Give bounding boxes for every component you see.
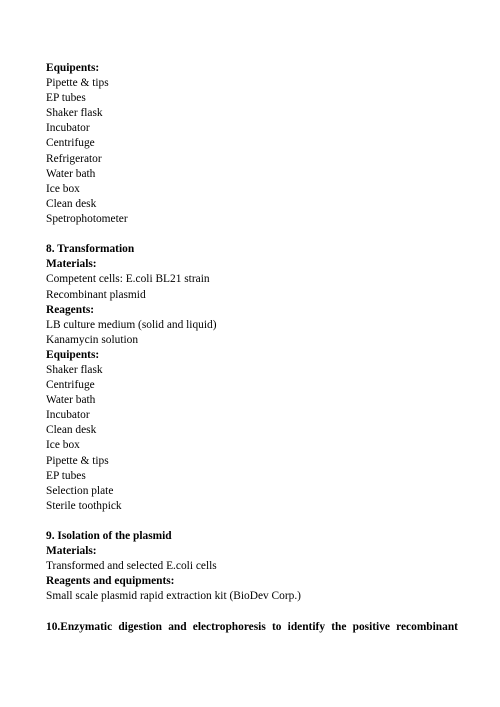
list-item: Centrifuge [46,137,95,150]
list-item: Clean desk [46,424,97,437]
heading-word: to [271,620,282,633]
section-title-plasmid-isolation: 9. Isolation of the plasmid [46,530,172,543]
heading-word: 10.Enzymatic [46,620,113,633]
heading-word: digestion [118,620,162,633]
document-page [46,61,458,635]
list-item: Transformed and selected E.coli cells [46,560,217,573]
list-item: Water bath [46,167,96,180]
section-spacer [46,227,458,242]
list-item: Clean desk [46,197,97,210]
list-item: Small scale plasmid rapid extraction kit (BioDev Corp.) [46,590,301,603]
list-item: Pipette & tips [46,77,109,90]
list-item: Ice box [46,182,80,195]
section-spacer [46,605,458,620]
list-item: Ice box [46,439,80,452]
equipments-heading: Equipents: [46,348,100,361]
list-item: Incubator [46,409,90,422]
section-title-enzymatic-digestion [46,620,458,635]
list-item: LB culture medium (solid and liquid) [46,318,217,331]
list-item: Shaker flask [46,107,103,120]
section-title-transformation: 8. Transformation [46,243,135,256]
heading-word: identify [287,620,326,633]
list-item: Incubator [46,122,90,135]
list-item: EP tubes [46,469,86,482]
materials-heading: Materials: [46,258,97,271]
heading-word: the [331,620,347,633]
list-item: Recombinant plasmid [46,288,146,301]
list-item: Kanamycin solution [46,333,139,346]
equipments-heading: Equipents: [46,62,100,74]
list-item: Water bath [46,394,96,407]
list-item: Selection plate [46,484,114,497]
reagents-equipments-heading: Reagents and equipments: [46,575,175,588]
list-item: Competent cells: E.coli BL21 strain [46,273,210,286]
list-item: Spetrophotometer [46,212,128,225]
heading-word: and [168,620,187,633]
reagents-heading: Reagents: [46,303,95,316]
section-spacer [46,514,458,529]
list-item: Refrigerator [46,152,102,165]
list-item: Centrifuge [46,379,95,392]
heading-word: positive [352,620,390,633]
list-item: EP tubes [46,92,86,105]
list-item: Sterile toothpick [46,499,122,512]
list-item: Pipette & tips [46,454,109,467]
list-item: Shaker flask [46,363,103,376]
heading-word: recombinant [396,620,458,633]
materials-heading: Materials: [46,545,97,558]
heading-word: electrophoresis [192,620,266,633]
